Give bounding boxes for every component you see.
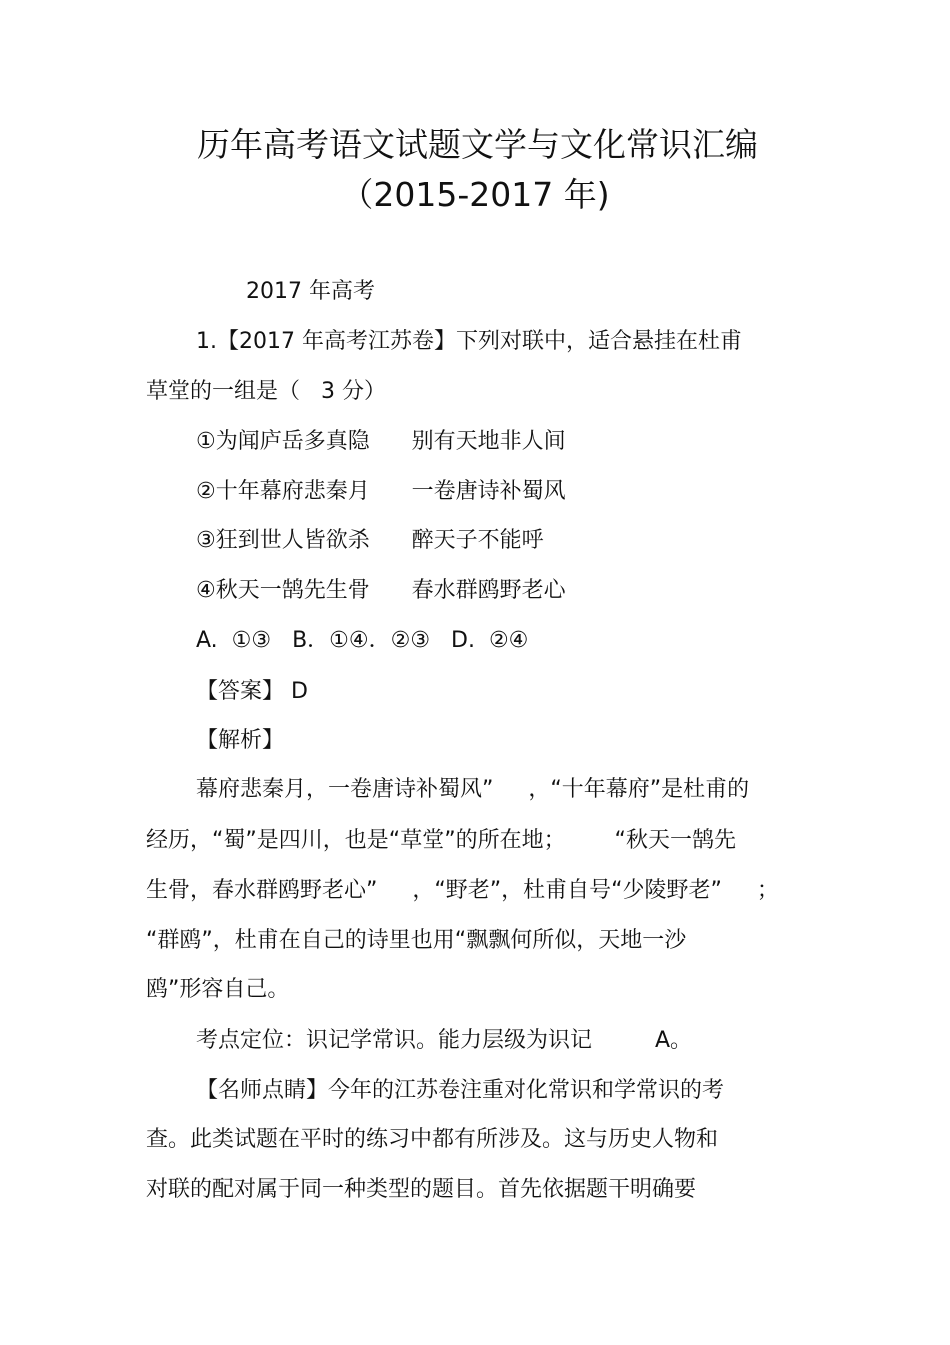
analysis-line-2: 经历，“蜀”是四川，也是“草堂”的所在地； “秋天一鹄先 <box>146 828 736 853</box>
document-subtitle-years: （2015-2017 年) <box>340 175 610 214</box>
teacher-note-line-2: 查。此类试题在平时的练习中都有所涉及。这与历史人物和 <box>146 1127 719 1152</box>
couplet-option-2: ②十年幕府悲秦月 一卷唐诗补蜀风 <box>196 479 566 504</box>
teacher-note-line-1: 【名师点睛】今年的江苏卷注重对化常识和学常识的考 <box>196 1078 725 1103</box>
couplet-option-3: ③狂到世人皆欲杀 醉天子不能呼 <box>196 528 544 553</box>
analysis-line-5: 鸥”形容自己。 <box>146 977 290 1002</box>
question-stem-line-1: 1.【2017 年高考江苏卷】下列对联中，适合悬挂在杜甫 <box>196 329 742 354</box>
answer-line: 【答案】 D <box>196 679 308 704</box>
analysis-line-3: 生骨，春水群鸥野老心” ，“野老”，杜甫自号“少陵野老” ； <box>146 878 779 903</box>
analysis-label: 【解析】 <box>196 728 285 753</box>
analysis-line-1: 幕府悲秦月，一卷唐诗补蜀风” ，“十年幕府”是杜甫的 <box>196 777 750 802</box>
exam-point-line: 考点定位：识记学常识。能力层级为识记 A。 <box>196 1028 692 1053</box>
teacher-note-line-3: 对联的配对属于同一种类型的题目。首先依据题干明确要 <box>146 1177 697 1202</box>
section-heading: 2017 年高考 <box>246 279 375 304</box>
couplet-option-4: ④秋天一鹄先生骨 春水群鸥野老心 <box>196 578 566 603</box>
document-title: 历年高考语文试题文学与文化常识汇编 <box>197 125 758 164</box>
answer-choices: A. ①③ B．①④．②③ D. ②④ <box>196 628 529 653</box>
question-stem-line-2: 草堂的一组是（ 3 分） <box>146 379 386 404</box>
analysis-line-4: “群鸥”，杜甫在自己的诗里也用“飘飘何所似，天地一沙 <box>146 928 687 953</box>
couplet-option-1: ①为闻庐岳多真隐 别有天地非人间 <box>196 429 566 454</box>
